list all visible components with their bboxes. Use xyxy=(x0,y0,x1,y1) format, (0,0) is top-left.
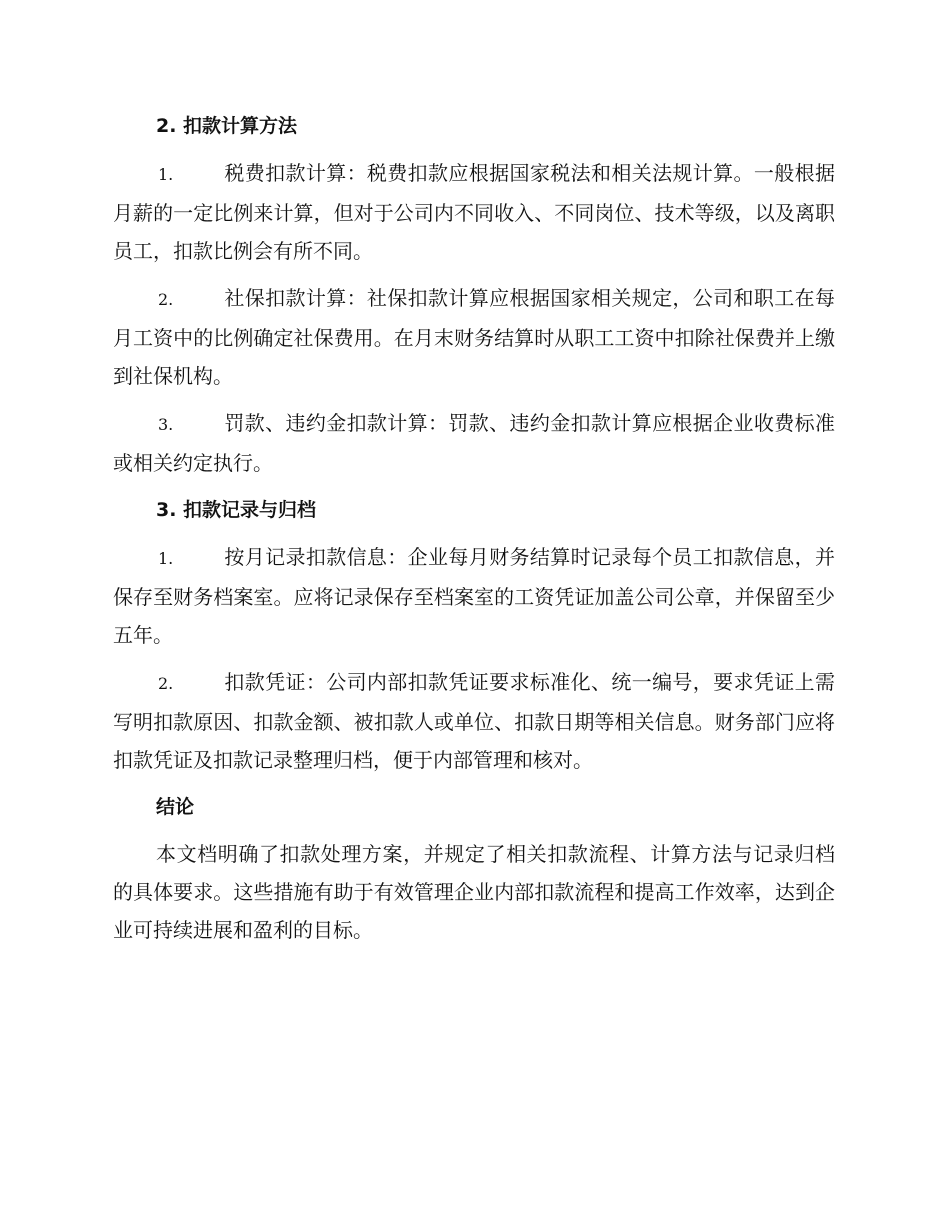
list-number: 2. xyxy=(158,290,174,309)
section-heading-records-archiving: 3. 扣款记录与归档 xyxy=(156,499,317,521)
list-item-deduction-voucher xyxy=(113,663,835,779)
list-item-text: 税费扣款计算：税费扣款应根据国家税法和相关法规计算。一般根据月薪的一定比例来计算，但对于公司内不同收入、不同岗位、技术等级，以及离职员工，扣款比例会有所不同。 xyxy=(113,161,835,263)
section-heading-conclusion: 结论 xyxy=(156,796,195,818)
list-number: 3. xyxy=(158,415,174,434)
list-item-social-insurance-deduction xyxy=(113,279,835,395)
conclusion-paragraph: 本文档明确了扣款处理方案，并规定了相关扣款流程、计算方法与记录归档的具体要求。这些措施有助于有效管理企业内部扣款流程和提高工作效率，达到企业可持续进展和盈利的目标。 xyxy=(113,842,835,942)
list-item-text: 罚款、违约金扣款计算：罚款、违约金扣款计算应根据企业收费标准或相关约定执行。 xyxy=(113,411,835,475)
list-number: 1. xyxy=(158,165,174,184)
list-number: 2. xyxy=(158,674,174,693)
list-item-tax-deduction xyxy=(113,154,835,270)
list-item-monthly-records xyxy=(113,538,835,654)
section-heading-deduction-calculation: 2. 扣款计算方法 xyxy=(156,115,298,137)
document-body xyxy=(113,107,835,958)
list-item-text: 扣款凭证：公司内部扣款凭证要求标准化、统一编号，要求凭证上需写明扣款原因、扣款金额、被扣款人或单位、扣款日期等相关信息。财务部门应将扣款凭证及扣款记录整理归档，便于内部管理和核对。 xyxy=(113,670,835,772)
list-item-text: 按月记录扣款信息：企业每月财务结算时记录每个员工扣款信息，并保存至财务档案室。应将记录保存至档案室的工资凭证加盖公司公章，并保留至少五年。 xyxy=(113,545,835,647)
list-item-penalty-deduction xyxy=(113,404,835,482)
list-item-text: 社保扣款计算：社保扣款计算应根据国家相关规定，公司和职工在每月工资中的比例确定社保费用。在月末财务结算时从职工工资中扣除社保费并上缴到社保机构。 xyxy=(113,286,835,388)
list-number: 1. xyxy=(158,549,174,568)
